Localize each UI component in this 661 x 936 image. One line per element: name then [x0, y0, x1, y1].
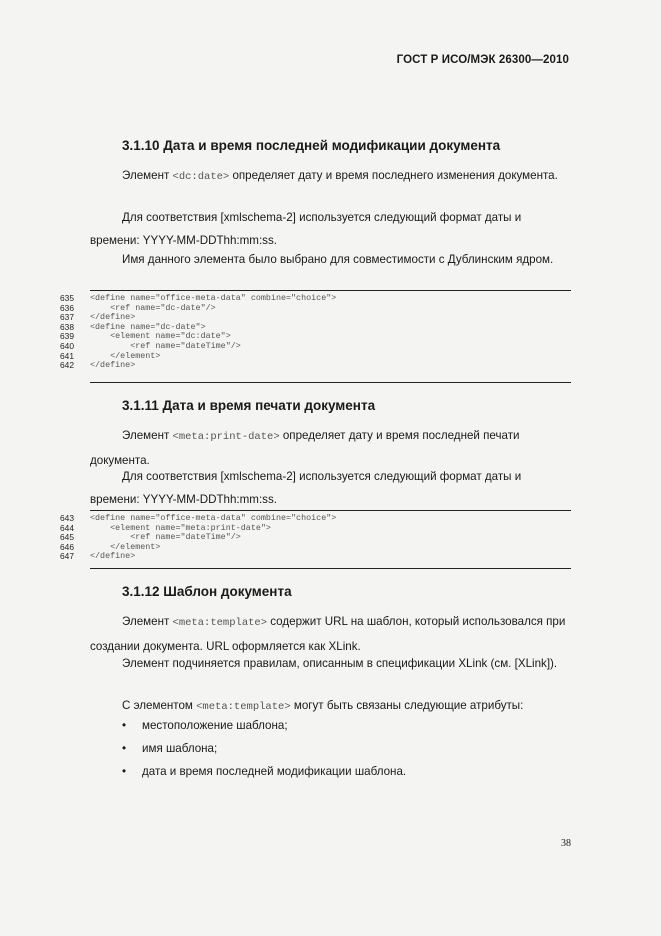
section-heading-3-1-12: 3.1.12 Шаблон документа	[122, 584, 292, 599]
code-line: 641 </element>	[60, 350, 161, 361]
code-line: 636 <ref name="dc-date"/>	[60, 302, 216, 313]
paragraph: Имя данного элемента было выбрано для совместимости с Дублинским ядром.	[122, 253, 554, 266]
paragraph: Элемент подчиняется правилам, описанным в спецификации XLink (см. [XLink]).	[122, 657, 558, 670]
bullet-icon: •	[122, 765, 127, 778]
code-block-2	[60, 514, 571, 562]
section-heading-3-1-10: 3.1.10 Дата и время последней модификации документа	[122, 138, 501, 153]
bullet-icon: •	[122, 719, 127, 732]
code-line: 644 <element name="meta:print-date">	[60, 522, 271, 533]
paragraph: С элементом <meta:template> могут быть связаны следующие атрибуты:	[122, 699, 524, 713]
paragraph: Для соответствия [xmlschema-2] используется следующий формат даты и времени: YYYY-MM-DDThh:mm:ss.	[90, 211, 522, 247]
bullet-icon: •	[122, 742, 127, 755]
code-line: 640 <ref name="dateTime"/>	[60, 340, 241, 351]
document-header: ГОСТ Р ИСО/МЭК 26300—2010	[396, 54, 569, 66]
code-rule-top	[90, 290, 571, 291]
code-line: 645 <ref name="dateTime"/>	[60, 532, 241, 543]
list-item: • имя шаблона;	[90, 737, 571, 760]
inline-code: <dc:date>	[172, 171, 230, 183]
paragraph: Для соответствия [xmlschema-2] используется следующий формат даты и времени: YYYY-MM-DDThh:mm:ss.	[90, 470, 522, 506]
code-line: 643 <define name="office-meta-data" combine="choice">	[60, 513, 337, 523]
code-rule-bottom	[90, 568, 571, 569]
inline-code: <meta:template>	[196, 701, 291, 713]
attribute-list	[90, 714, 571, 783]
code-rule-top	[90, 510, 571, 511]
inline-code: <meta:template>	[172, 617, 268, 629]
list-item: • местоположение шаблона;	[90, 714, 571, 737]
page-number: 38	[561, 838, 571, 849]
code-line: 637 </define>	[60, 312, 136, 323]
paragraph: Элемент <meta:print-date> определяет дату и время последней печати документа.	[90, 429, 520, 467]
code-line: 642 </define>	[60, 360, 136, 371]
code-line: 647 </define>	[60, 551, 136, 562]
code-line: 638 <define name="dc-date">	[60, 321, 206, 332]
inline-code: <meta:print-date>	[172, 431, 280, 443]
code-line: 646 </element>	[60, 541, 161, 552]
code-rule-bottom	[90, 382, 571, 383]
paragraph: Элемент <meta:template> содержит URL на шаблон, который использовался при создании документа. URL оформляется как XLink.	[90, 615, 566, 653]
code-line: 635 <define name="office-meta-data" combine="choice">	[60, 293, 337, 303]
code-block-1	[60, 294, 571, 371]
list-item: • дата и время последней модификации шаблона.	[90, 760, 571, 783]
code-line: 639 <element name="dc:date">	[60, 331, 231, 342]
section-heading-3-1-11: 3.1.11 Дата и время печати документа	[122, 398, 376, 413]
paragraph: Элемент <dc:date> определяет дату и время последнего изменения документа.	[122, 169, 558, 183]
